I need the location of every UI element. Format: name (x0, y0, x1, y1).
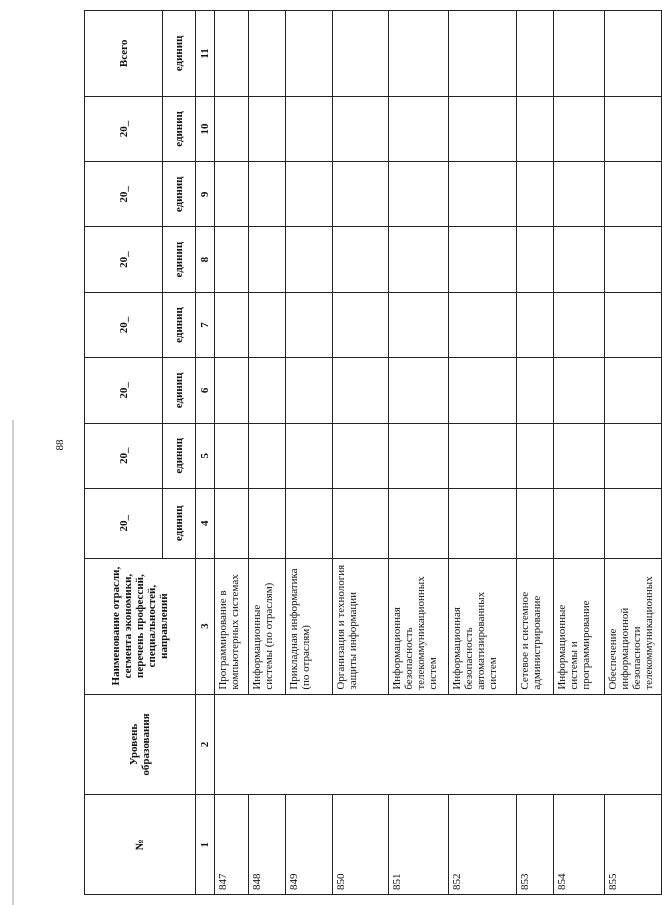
column-number: 7 (196, 292, 215, 357)
page-edge-line (12, 420, 14, 905)
row-number: 854 (554, 795, 605, 895)
level-cell (215, 694, 662, 795)
value-cell (517, 162, 554, 227)
header-year: 20_ (85, 358, 163, 423)
value-cell (554, 227, 605, 292)
value-cell (517, 423, 554, 488)
row-name: Прикладная информатика (по отраслям) (286, 558, 333, 694)
value-cell (605, 423, 662, 488)
value-cell (449, 358, 517, 423)
value-cell (554, 11, 605, 97)
column-number: 3 (196, 558, 215, 694)
row-name: Программирование в компьютерных системах (215, 558, 249, 694)
header-row (85, 11, 163, 895)
value-cell (449, 292, 517, 357)
row-number: 847 (215, 795, 249, 895)
row-name: Информационные системы (по отраслям) (249, 558, 286, 694)
value-cell (333, 11, 389, 97)
value-cell (517, 227, 554, 292)
value-cell (605, 358, 662, 423)
header-unit: единиц (163, 11, 196, 97)
value-cell (286, 96, 333, 161)
header-unit: единиц (163, 227, 196, 292)
value-cell (389, 96, 449, 161)
value-cell (554, 162, 605, 227)
value-cell (286, 488, 333, 558)
value-cell (517, 292, 554, 357)
value-cell (605, 227, 662, 292)
value-cell (554, 358, 605, 423)
header-unit: единиц (163, 292, 196, 357)
value-cell (215, 292, 249, 357)
row-name: Сетевое и системное администрирование (517, 558, 554, 694)
value-cell (249, 96, 286, 161)
value-cell (215, 488, 249, 558)
value-cell (215, 423, 249, 488)
value-cell (517, 96, 554, 161)
value-cell (286, 11, 333, 97)
header-unit: единиц (163, 358, 196, 423)
column-number: 11 (196, 11, 215, 97)
column-number: 6 (196, 358, 215, 423)
column-number: 8 (196, 227, 215, 292)
row-name: Обеспечение информационной безопасности телекоммуникационных (605, 558, 662, 694)
value-cell (333, 488, 389, 558)
header-unit: единиц (163, 423, 196, 488)
column-number: 2 (196, 694, 215, 795)
row-number: 852 (449, 795, 517, 895)
value-cell (517, 358, 554, 423)
header-year: 20_ (85, 96, 163, 161)
value-cell (554, 488, 605, 558)
value-cell (554, 292, 605, 357)
header-unit: единиц (163, 96, 196, 161)
value-cell (215, 162, 249, 227)
value-cell (449, 96, 517, 161)
value-cell (389, 162, 449, 227)
value-cell (554, 96, 605, 161)
value-cell (389, 11, 449, 97)
column-number: 5 (196, 423, 215, 488)
header-year: 20_ (85, 488, 163, 558)
row-number: 851 (389, 795, 449, 895)
value-cell (286, 358, 333, 423)
value-cell (449, 11, 517, 97)
column-number: 4 (196, 488, 215, 558)
value-cell (249, 227, 286, 292)
header-level: Уровень образования (85, 694, 196, 795)
row-number: 853 (517, 795, 554, 895)
value-cell (286, 162, 333, 227)
value-cell (333, 162, 389, 227)
value-cell (249, 358, 286, 423)
header-unit: единиц (163, 162, 196, 227)
column-number-row (196, 11, 215, 895)
value-cell (389, 292, 449, 357)
value-cell (554, 423, 605, 488)
value-cell (333, 227, 389, 292)
value-cell (389, 423, 449, 488)
value-cell (389, 227, 449, 292)
value-cell (517, 488, 554, 558)
value-cell (333, 358, 389, 423)
header-total: Всего (85, 11, 163, 97)
value-cell (333, 292, 389, 357)
value-cell (605, 96, 662, 161)
value-cell (605, 11, 662, 97)
value-cell (449, 162, 517, 227)
header-year: 20_ (85, 162, 163, 227)
row-number: 850 (333, 795, 389, 895)
value-cell (215, 358, 249, 423)
header-unit: единиц (163, 488, 196, 558)
value-cell (215, 11, 249, 97)
column-number: 9 (196, 162, 215, 227)
value-cell (286, 227, 333, 292)
rotated-table-wrapper (84, 10, 655, 895)
row-name: Организация и технология защиты информации (333, 558, 389, 694)
value-cell (249, 292, 286, 357)
value-cell (215, 96, 249, 161)
value-cell (449, 423, 517, 488)
header-year: 20_ (85, 227, 163, 292)
row-name: Информационная безопасность телекоммуникационных систем (389, 558, 449, 694)
page-number: 88 (54, 439, 66, 451)
value-cell (333, 423, 389, 488)
row-number: 848 (249, 795, 286, 895)
value-cell (605, 162, 662, 227)
value-cell (389, 488, 449, 558)
value-cell (517, 11, 554, 97)
row-number: 855 (605, 795, 662, 895)
register-table (84, 10, 662, 895)
value-cell (333, 96, 389, 161)
value-cell (249, 423, 286, 488)
row-number: 849 (286, 795, 333, 895)
value-cell (215, 227, 249, 292)
row-name: Информационные системы и программирование (554, 558, 605, 694)
value-cell (605, 488, 662, 558)
value-cell (249, 488, 286, 558)
table-row (215, 11, 249, 895)
column-number: 1 (196, 795, 215, 895)
value-cell (389, 358, 449, 423)
header-name: Наименование отрасли, сегмента экономики, перечень профессий, специальностей, направлений (85, 558, 196, 694)
value-cell (605, 292, 662, 357)
value-cell (449, 227, 517, 292)
value-cell (249, 11, 286, 97)
value-cell (249, 162, 286, 227)
column-number: 10 (196, 96, 215, 161)
header-no: № (85, 795, 196, 895)
row-name: Информационная безопасность автоматизированных систем (449, 558, 517, 694)
value-cell (286, 292, 333, 357)
header-year: 20_ (85, 423, 163, 488)
value-cell (286, 423, 333, 488)
value-cell (449, 488, 517, 558)
header-year: 20_ (85, 292, 163, 357)
